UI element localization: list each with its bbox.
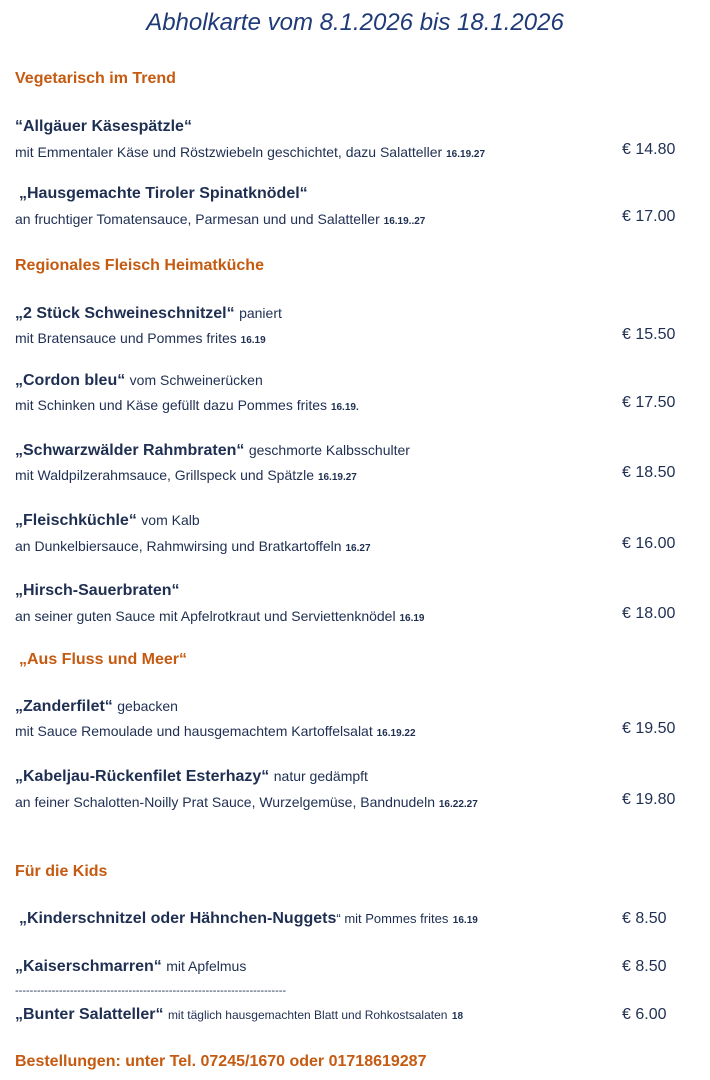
- dish-price: € 14.80: [622, 141, 676, 158]
- dish-description: mit Schinken und Käse gefüllt dazu Pommes frites 16.19.: [15, 397, 359, 413]
- section-heading-regional-meat: Regionales Fleisch Heimatküche: [15, 257, 264, 274]
- dish-price: € 19.50: [622, 720, 676, 737]
- dish-name: „Hausgemachte Tiroler Spinatknödel“: [19, 185, 308, 202]
- menu-item-name-line: [15, 582, 180, 600]
- dish-name: „Kinderschnitzel oder Hähnchen-Nuggets: [19, 910, 337, 927]
- dish-name: „Kabeljau-Rückenfilet Esterhazy“: [15, 768, 270, 785]
- allergen-codes: 16.19: [399, 613, 425, 624]
- dish-price: € 16.00: [622, 535, 676, 552]
- allergen-codes: 16.19.27: [446, 149, 486, 160]
- allergen-codes: 16.19..27: [383, 216, 426, 227]
- dish-name: „Bunter Salatteller“: [15, 1006, 164, 1023]
- dish-extra: paniert: [239, 305, 282, 321]
- menu-item-name-line: [15, 698, 178, 716]
- menu-item-name-line: [15, 958, 246, 976]
- section-heading-vegetarian: Vegetarisch im Trend: [15, 70, 176, 87]
- dish-price: € 19.80: [622, 791, 676, 808]
- dish-description: an Dunkelbiersauce, Rahmwirsing und Bratkartoffeln 16.27: [15, 538, 371, 554]
- dish-extra: “ mit Pommes frites: [336, 911, 449, 926]
- section-heading-kids: Für die Kids: [15, 863, 108, 880]
- menu-item-name-line: [15, 512, 200, 530]
- dish-description: mit Bratensauce und Pommes frites 16.19: [15, 330, 266, 346]
- dish-description: mit Emmentaler Käse und Röstzwiebeln geschichtet, dazu Salatteller 16.19.27: [15, 144, 486, 160]
- dish-name: „Cordon bleu“: [15, 372, 126, 389]
- dish-price: € 17.50: [622, 394, 676, 411]
- dish-name: “Allgäuer Käsespätzle“: [15, 118, 192, 135]
- dish-description: an fruchtiger Tomatensauce, Parmesan und und Salatteller 16.19..27: [15, 211, 426, 227]
- dish-name: „Hirsch-Sauerbraten“: [15, 582, 180, 599]
- menu-item-name-line: [15, 1006, 463, 1024]
- dish-name: „2 Stück Schweineschnitzel“: [15, 305, 235, 322]
- separator-line: --------------------------------------------------------------------------: [15, 985, 287, 997]
- dish-extra: natur gedämpft: [273, 768, 368, 784]
- allergen-codes: 16.19: [452, 915, 478, 926]
- dish-extra: vom Kalb: [141, 512, 200, 528]
- dish-description: an seiner guten Sauce mit Apfelrotkraut und Serviettenknödel 16.19: [15, 608, 425, 624]
- dish-price: € 18.00: [622, 605, 676, 622]
- dish-description: mit Sauce Remoulade und hausgemachtem Kartoffelsalat 16.19.22: [15, 723, 416, 739]
- dish-description: an feiner Schalotten-Noilly Prat Sauce, Wurzelgemüse, Bandnudeln 16.22.27: [15, 794, 478, 810]
- dish-name: „Zanderfilet“: [15, 698, 113, 715]
- allergen-codes: 16.27: [345, 543, 371, 554]
- menu-item-name-line: [15, 442, 410, 460]
- dish-name: „Kaiserschmarren“: [15, 958, 162, 975]
- allergen-codes: 16.19.22: [376, 728, 416, 739]
- dish-name: „Fleischküchle“: [15, 512, 137, 529]
- dish-extra: geschmorte Kalbsschulter: [248, 442, 410, 458]
- page-title: Abholkarte vom 8.1.2026 bis 18.1.2026: [146, 9, 564, 36]
- dish-description: mit Waldpilzerahmsauce, Grillspeck und Spätzle 16.19.27: [15, 467, 357, 483]
- menu-item-name-line: [15, 305, 282, 323]
- section-heading-fish: „Aus Fluss und Meer“: [19, 651, 188, 668]
- order-phone-info: Bestellungen: unter Tel. 07245/1670 oder 01718619287: [15, 1053, 427, 1070]
- dish-price: € 17.00: [622, 208, 676, 225]
- dish-price: € 8.50: [622, 958, 667, 975]
- dish-price: € 18.50: [622, 464, 676, 481]
- dish-price: € 6.00: [622, 1006, 667, 1023]
- dish-price: € 8.50: [622, 910, 667, 927]
- menu-item-name-line: [15, 118, 192, 136]
- dish-extra: gebacken: [117, 698, 178, 714]
- menu-item-name-line: [19, 185, 308, 203]
- dish-extra: vom Schweinerücken: [129, 372, 263, 388]
- dish-name: „Schwarzwälder Rahmbraten“: [15, 442, 245, 459]
- allergen-codes: 18: [451, 1011, 464, 1022]
- menu-item-name-line: [15, 372, 263, 390]
- dish-price: € 15.50: [622, 326, 676, 343]
- allergen-codes: 16.19.: [330, 402, 359, 413]
- allergen-codes: 16.22.27: [438, 799, 478, 810]
- menu-item-name-line: [19, 910, 478, 928]
- allergen-codes: 16.19: [240, 335, 266, 346]
- dish-extra: mit täglich hausgemachten Blatt und Rohkostsalaten: [167, 1008, 448, 1022]
- allergen-codes: 16.19.27: [317, 472, 357, 483]
- menu-item-name-line: [15, 768, 368, 786]
- dish-extra: mit Apfelmus: [166, 958, 247, 974]
